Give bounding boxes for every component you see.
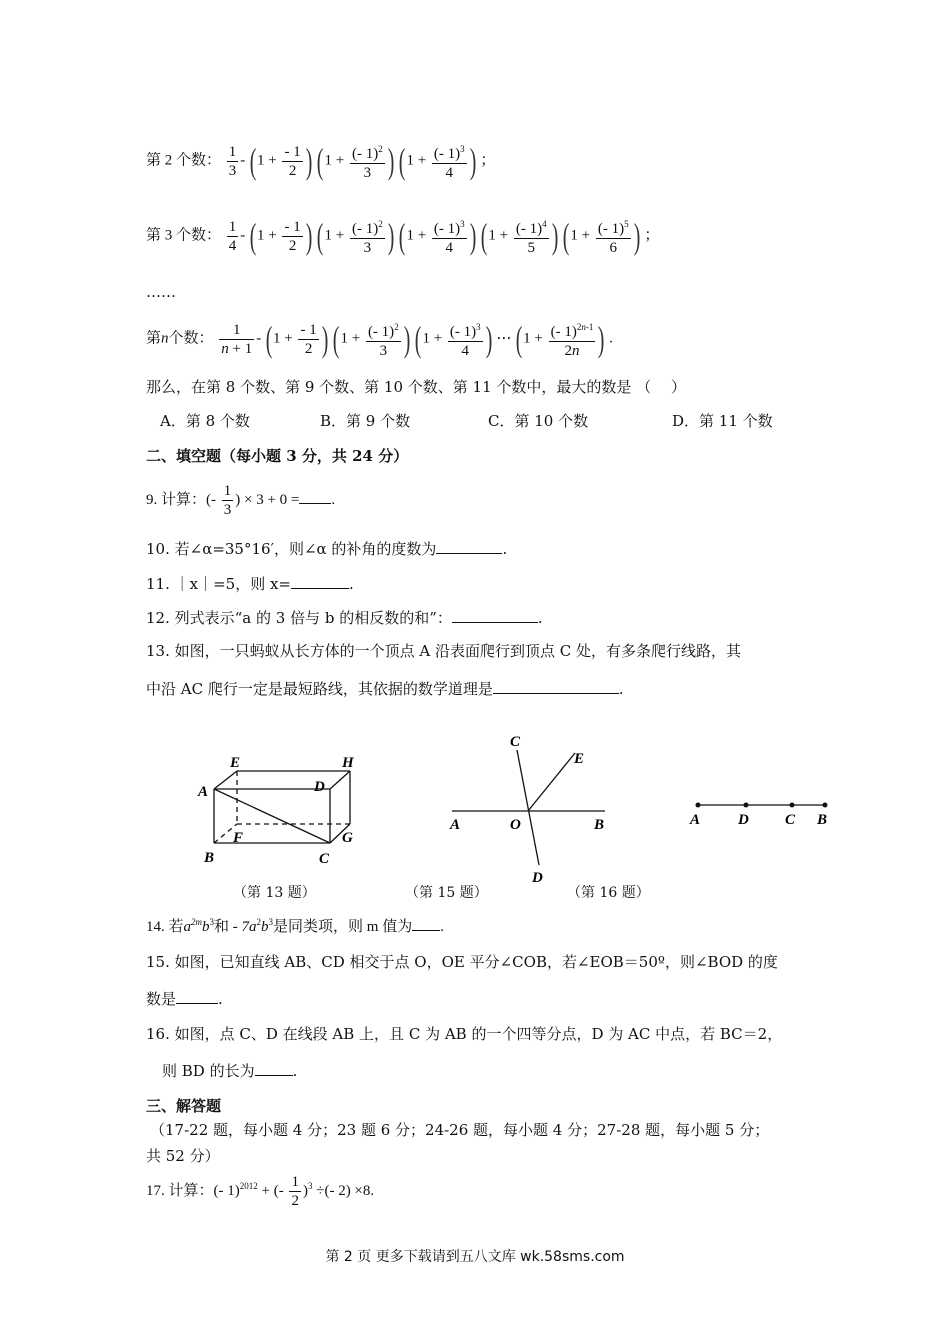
figure-box (195, 745, 375, 870)
q16-line2-text: 则 BD 的长为 (162, 1062, 255, 1080)
seq-n3-label: 第 3 个数： (146, 227, 222, 244)
point-c (790, 803, 795, 808)
question-14 (146, 915, 444, 936)
q14-term2-sup: 2 (256, 917, 262, 927)
box-label-c: C (319, 851, 330, 867)
caption-13: （第 13 题） (233, 885, 316, 901)
seq-nth-label-b: 个数： (168, 330, 214, 347)
question-9 (146, 482, 335, 519)
q17-den: 2 (291, 1193, 299, 1209)
q17-a: (- 1) (213, 1182, 240, 1199)
point-a (696, 803, 701, 808)
box-edge (330, 771, 350, 789)
question-12 (146, 607, 543, 628)
segment-label-a: A (690, 812, 701, 828)
box-label-a: A (198, 784, 209, 800)
seq-nth: 第n个数： $\frac{1}{n + 1}$ - (1 + $\frac{- 1}{2}$ ) (1 + $\frac{(- 1)^2}{3}$ ) (1 + $\frac{(- 1)^3}{4}$ ) ⋯ (1 + $\frac{(- 1)^{2n-1}}{2n}$ ) . (146, 319, 613, 359)
q15-line2-text: 数是 (146, 990, 177, 1008)
q17-d: ÷(- 2) ×8 (312, 1182, 371, 1199)
box-edge (214, 771, 237, 789)
q14-prefix: 14. 若 (146, 919, 184, 935)
q14-term1-b: b (202, 919, 210, 935)
segment-label-c: C (785, 812, 796, 828)
q9-suffix: . (331, 491, 336, 508)
box-label-f: F (233, 830, 244, 846)
q11-suffix: . (349, 575, 354, 593)
seq-question: 那么，在第 8 个数、第 9 个数、第 10 个数、第 11 个数中，最大的数是 （ ） (146, 378, 686, 396)
q14-term1-sup: 2m (191, 917, 203, 927)
caption-15: （第 15 题） (405, 885, 488, 901)
box-label-e: E (230, 755, 241, 771)
q9-num: 1 (223, 483, 232, 499)
q13-line2-text: 中沿 AC 爬行一定是最短路线，其依据的数学道理是 (146, 680, 493, 698)
q12-text: 12. 列式表示“a 的 3 倍与 b 的相反数的和”： (146, 609, 452, 627)
angle-label-o: O (510, 817, 521, 833)
choice-b[interactable]: B．第 9 个数 (320, 412, 411, 430)
angle-label-d: D (532, 870, 543, 886)
question-11 (146, 573, 354, 594)
q10-suffix: . (502, 540, 508, 558)
q9-expr-b: ) × 3 + 0 = (235, 491, 300, 508)
question-15-line2 (146, 988, 223, 1009)
section3-title: 三、解答题 (146, 1097, 222, 1115)
question-13-line2 (146, 678, 624, 699)
seq-n2-label: 第 2 个数： (146, 152, 222, 169)
q17-num: 1 (291, 1174, 299, 1190)
q9-prefix: 9. 计算： (146, 491, 207, 508)
angle-label-b: B (594, 817, 605, 833)
section2-title: 二、填空题（每小题 3 分，共 24 分） (146, 447, 409, 465)
answer-blank-11[interactable] (291, 574, 349, 589)
q17-prefix: 17. 计算： (146, 1182, 214, 1199)
seq-dots: …… (146, 283, 176, 301)
box-diagonal-ac (214, 789, 330, 843)
figure-angles (440, 728, 620, 888)
q9-expr-a: (- (206, 491, 220, 508)
line-cd (517, 750, 539, 865)
choice-a[interactable]: A．第 8 个数 (160, 412, 250, 430)
angle-label-a: A (450, 817, 461, 833)
q17-b: + (- (257, 1182, 288, 1199)
answer-blank-9[interactable] (299, 489, 331, 504)
question-16-line1: 16. 如图，点 C、D 在线段 AB 上，且 C 为 AB 的一个四等分点，D 为 AC 中点，若 BC＝2， (146, 1025, 783, 1043)
angle-label-c: C (510, 734, 521, 750)
q14-term2-b: b (261, 919, 269, 935)
answer-blank-14[interactable] (412, 916, 440, 931)
question-10 (146, 538, 507, 559)
q13-suffix: . (618, 680, 624, 698)
answer-blank-12[interactable] (452, 608, 538, 623)
q17-a-sup: 2012 (239, 1180, 258, 1191)
q17-c: ) (302, 1182, 308, 1199)
q14-term1-bsup: 3 (209, 917, 215, 927)
seq-nth-label-a: 第 (146, 330, 162, 347)
section3-note-1: （17-22 题，每小题 4 分；23 题 6 分；24-26 题，每小题 4 分；27-28 题，每小题 5 分； (150, 1121, 770, 1139)
choice-c[interactable]: C．第 10 个数 (488, 412, 589, 430)
q14-mid: 和 (214, 919, 230, 935)
page-footer: 第 2 页 更多下载请到五八文库 wk.58sms.com (325, 1249, 625, 1265)
question-13-line1: 13. 如图，一只蚂蚁从长方体的一个顶点 A 沿表面爬行到顶点 C 处，有多条爬行线路，其 (146, 642, 742, 660)
question-15-line1: 15. 如图，已知直线 AB、CD 相交于点 O，OE 平分∠COB，若∠EOB＝50º，则∠BOD 的度 (146, 953, 778, 971)
section3-note-2: 共 52 分） (146, 1147, 220, 1165)
q14-term2-bsup: 3 (268, 917, 274, 927)
q14-term1: a (183, 919, 192, 935)
q14-suffix: . (440, 919, 444, 935)
q14-rest: 是同类项，则 m 值为 (273, 919, 413, 935)
ray-oe (528, 753, 575, 811)
answer-blank-16[interactable] (255, 1061, 293, 1076)
q16-suffix: . (292, 1062, 298, 1080)
question-17 (146, 1173, 374, 1210)
seq-nth-label-n: n (161, 330, 169, 347)
choice-d[interactable]: D．第 11 个数 (672, 412, 773, 430)
q10-text: 10. 若∠α=35°16′，则∠α 的补角的度数为 (146, 540, 437, 558)
seq-n3: 第 3 个数： $\frac{1}{4}$ - (1 + $\frac{- 1}{2}$ ) (1 + $\frac{(- 1)^2}{3}$ ) (1 + $\frac{(- 1)^3}{4}$ ) (1 + $\frac{(- 1)^4}{5}$ ) (1 + $\frac{(- 1)^5}{6}$ ) ； (146, 216, 660, 256)
box-label-d: D (314, 779, 325, 795)
box-label-g: G (342, 830, 353, 846)
segment-label-d: D (738, 812, 749, 828)
q17-c-sup: 3 (307, 1180, 313, 1191)
answer-blank-15[interactable] (176, 989, 218, 1004)
answer-blank-13[interactable] (493, 679, 619, 694)
segment-label-b: B (817, 812, 828, 828)
angle-label-e: E (574, 751, 585, 767)
q11-text: 11. ｜x｜=5，则 x= (146, 575, 291, 593)
caption-16: （第 16 题） (567, 885, 650, 901)
seq-n2: 第 2 个数： $\frac{1}{3}$ - (1 + $\frac{- 1}{2}$ ) (1 + $\frac{(- 1)^2}{3}$ ) (1 + $\frac{(- 1)^3}{4}$ ) ； (146, 141, 496, 181)
q12-suffix: . (537, 609, 543, 627)
point-d (744, 803, 749, 808)
q15-suffix: . (218, 990, 223, 1008)
box-label-h: H (342, 755, 354, 771)
q9-den: 3 (223, 502, 232, 518)
point-b (823, 803, 828, 808)
box-label-b: B (204, 850, 215, 866)
q14-term2: - 7a (232, 919, 257, 935)
answer-blank-10[interactable] (436, 539, 502, 554)
question-16-line2 (162, 1060, 297, 1081)
figure-segment (680, 790, 840, 835)
q17-suffix: . (370, 1182, 375, 1199)
